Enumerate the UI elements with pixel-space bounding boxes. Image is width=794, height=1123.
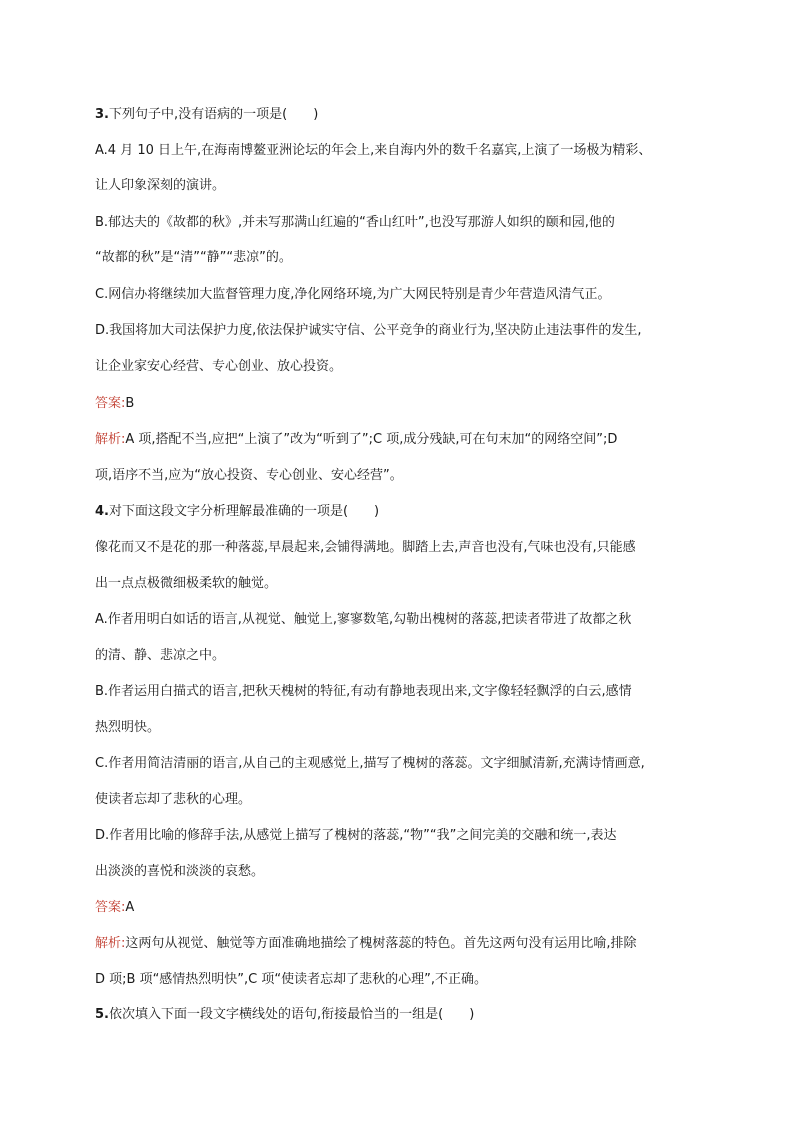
question-3-option-d-line-2: 让企业家安心经营、专心创业、放心投资。	[95, 359, 343, 374]
question-3-analysis-text-1: A 项,搭配不当,应把“上演了”改为“听到了”;C 项,成分残缺,可在句末加“的网络空间”;D	[125, 432, 618, 447]
question-3-stem-text: 下列句子中,没有语病的一项是( )	[108, 107, 319, 122]
question-4-answer-label: 答案:	[95, 900, 126, 915]
question-4-passage-line-1: 像花而又不是花的那一种落蕊,早晨起来,会铺得满地。脚踏上去,声音也没有,气味也没有,只能感	[95, 540, 636, 555]
question-3-option-a-line-2: 让人印象深刻的演讲。	[95, 178, 226, 193]
question-3-analysis-line-1	[95, 431, 735, 449]
question-5-stem	[95, 1006, 735, 1024]
question-4-option-b-line-1: B.作者运用白描式的语言,把秋天槐树的特征,有动有静地表现出来,文字像轻轻飘浮的白云,感情	[95, 684, 632, 699]
question-3-analysis-line-2: 项,语序不当,应为“放心投资、专心创业、安心经营”。	[95, 468, 403, 483]
question-3-analysis-label: 解析:	[95, 432, 126, 447]
question-3-option-b-line-2: “故都的秋”是“清”“静”“悲凉”的。	[95, 250, 292, 265]
question-3-answer-label: 答案:	[95, 396, 126, 411]
question-4-stem	[95, 503, 735, 521]
question-3-option-a-line-1: A.4 月 10 日上午,在海南博鳌亚洲论坛的年会上,来自海内外的数千名嘉宾,上演了一场极为精彩、	[95, 143, 652, 158]
question-4-analysis-label: 解析:	[95, 936, 126, 951]
question-3-option-b-line-1: B.郁达夫的《故都的秋》,并未写那满山红遍的“香山红叶”,也没写那游人如织的颐和园,他的	[95, 215, 615, 230]
question-5-stem-text: 依次填入下面一段文字横线处的语句,衔接最恰当的一组是( )	[108, 1007, 475, 1022]
question-3-option-c-line-1: C.网信办将继续加大监督管理力度,净化网络环境,为广大网民特别是青少年营造风清气正。	[95, 287, 611, 302]
question-4-analysis-line-2: D 项;B 项“感情热烈明快”,C 项“使读者忘却了悲秋的心理”,不正确。	[95, 972, 487, 987]
question-4-option-d-line-1: D.作者用比喻的修辞手法,从感觉上描写了槐树的落蕊,“物”“我”之间完美的交融和统一,表达	[95, 828, 617, 843]
question-4-analysis-line-1	[95, 935, 735, 953]
question-4-option-a-line-2: 的清、静、悲凉之中。	[95, 648, 226, 663]
question-3-stem	[95, 106, 735, 124]
question-4-passage-line-2: 出一点点极微细极柔软的触觉。	[95, 576, 278, 591]
question-3-answer-value: B	[125, 396, 135, 411]
question-3-number: 3.	[95, 107, 109, 122]
question-4-answer-value: A	[125, 900, 135, 915]
question-3-answer	[95, 395, 735, 413]
question-4-number: 4.	[95, 504, 109, 519]
question-4-analysis-text-1: 这两句从视觉、触觉等方面准确地描绘了槐树落蕊的特色。首先这两句没有运用比喻,排除	[125, 936, 637, 951]
question-4-option-b-line-2: 热烈明快。	[95, 720, 161, 735]
question-4-answer	[95, 899, 735, 917]
question-4-option-d-line-2: 出淡淡的喜悦和淡淡的哀愁。	[95, 864, 265, 879]
question-5-number: 5.	[95, 1007, 109, 1022]
question-4-stem-text: 对下面这段文字分析理解最准确的一项是( )	[108, 504, 380, 519]
question-3-option-d-line-1: D.我国将加大司法保护力度,依法保护诚实守信、公平竞争的商业行为,坚决防止违法事件的发生,	[95, 323, 642, 338]
question-4-option-a-line-1: A.作者用明白如话的语言,从视觉、触觉上,寥寥数笔,勾勒出槐树的落蕊,把读者带进了故都之秋	[95, 612, 632, 627]
question-4-option-c-line-1: C.作者用简洁清丽的语言,从自己的主观感觉上,描写了槐树的落蕊。文字细腻清新,充满诗情画意,	[95, 756, 645, 771]
question-4-option-c-line-2: 使读者忘却了悲秋的心理。	[95, 792, 252, 807]
